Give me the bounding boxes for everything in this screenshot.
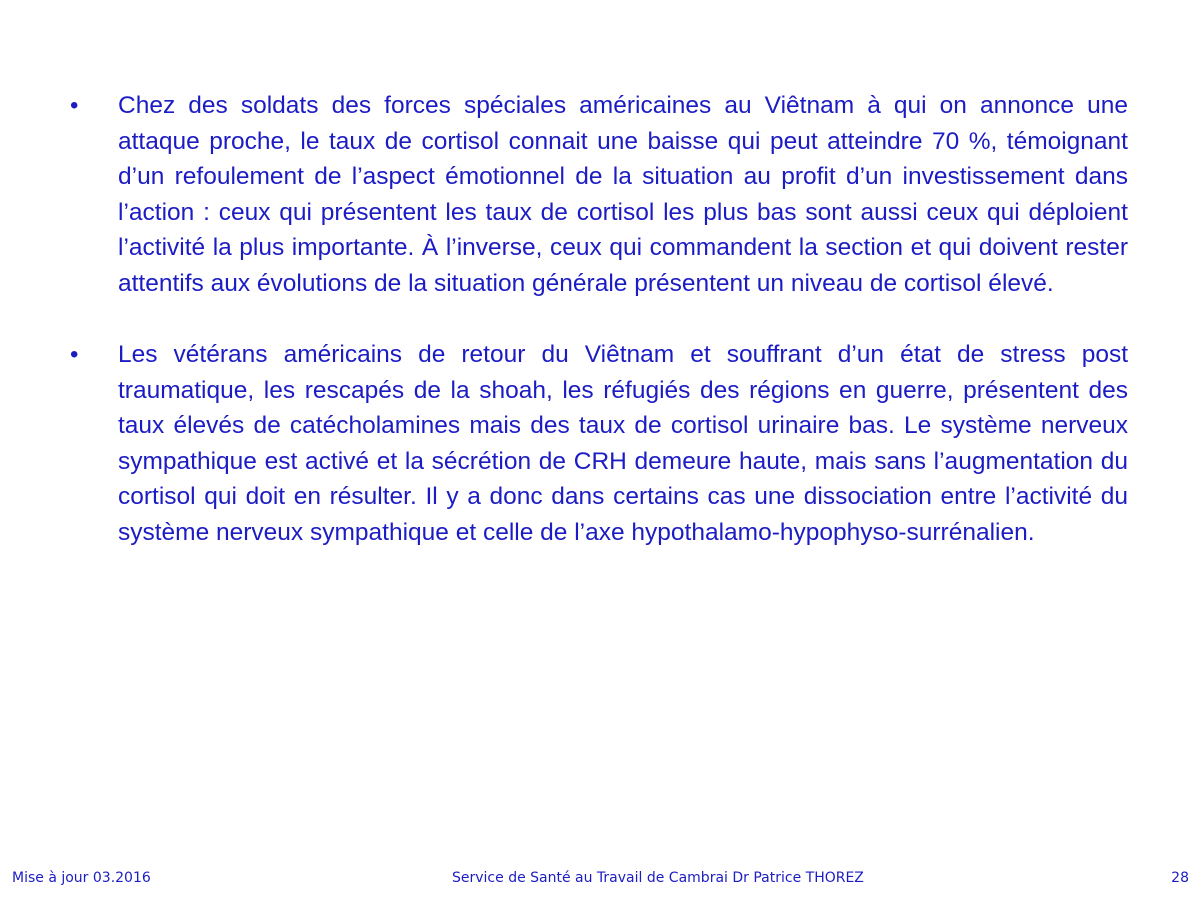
bullet-icon: •	[70, 92, 79, 119]
bullet-icon: •	[70, 341, 79, 368]
bullet-item	[70, 337, 1128, 550]
bullet-text: Les vétérans américains de retour du Viêtnam et souffrant d’un état de stress post traumatique, les rescapés de la shoah, les réfugiés des régions en guerre, présentent des taux élevés de catécholamines mais des taux de cortisol urinaire bas. Le système nerveux sympathique est activé et la sécrétion de CRH demeure haute, mais sans l’augmentation du cortisol qui doit en résulter. Il y a donc dans certains cas une dissociation entre l’activité du système nerveux sympathique et celle de l’axe hypothalamo-hypophyso-surrénalien.	[118, 341, 1128, 546]
page-number: 28	[1171, 870, 1189, 886]
footer-author: Service de Santé au Travail de Cambrai Dr Patrice THOREZ	[452, 870, 864, 886]
footer-date: Mise à jour 03.2016	[12, 870, 151, 886]
bullet-text: Chez des soldats des forces spéciales américaines au Viêtnam à qui on annonce une attaque proche, le taux de cortisol connait une baisse qui peut atteindre 70 %, témoignant d’un refoulement de l’aspect émotionnel de la situation au profit d’un investissement dans l’action : ceux qui présentent les taux de cortisol les plus bas sont aussi ceux qui déploient l’activité la plus importante. À l’inverse, ceux qui commandent la section et qui doivent rester attentifs aux évolutions de la situation générale présentent un niveau de cortisol élevé.	[118, 92, 1128, 297]
bullet-item	[70, 88, 1128, 301]
bullet-list	[70, 88, 1128, 586]
